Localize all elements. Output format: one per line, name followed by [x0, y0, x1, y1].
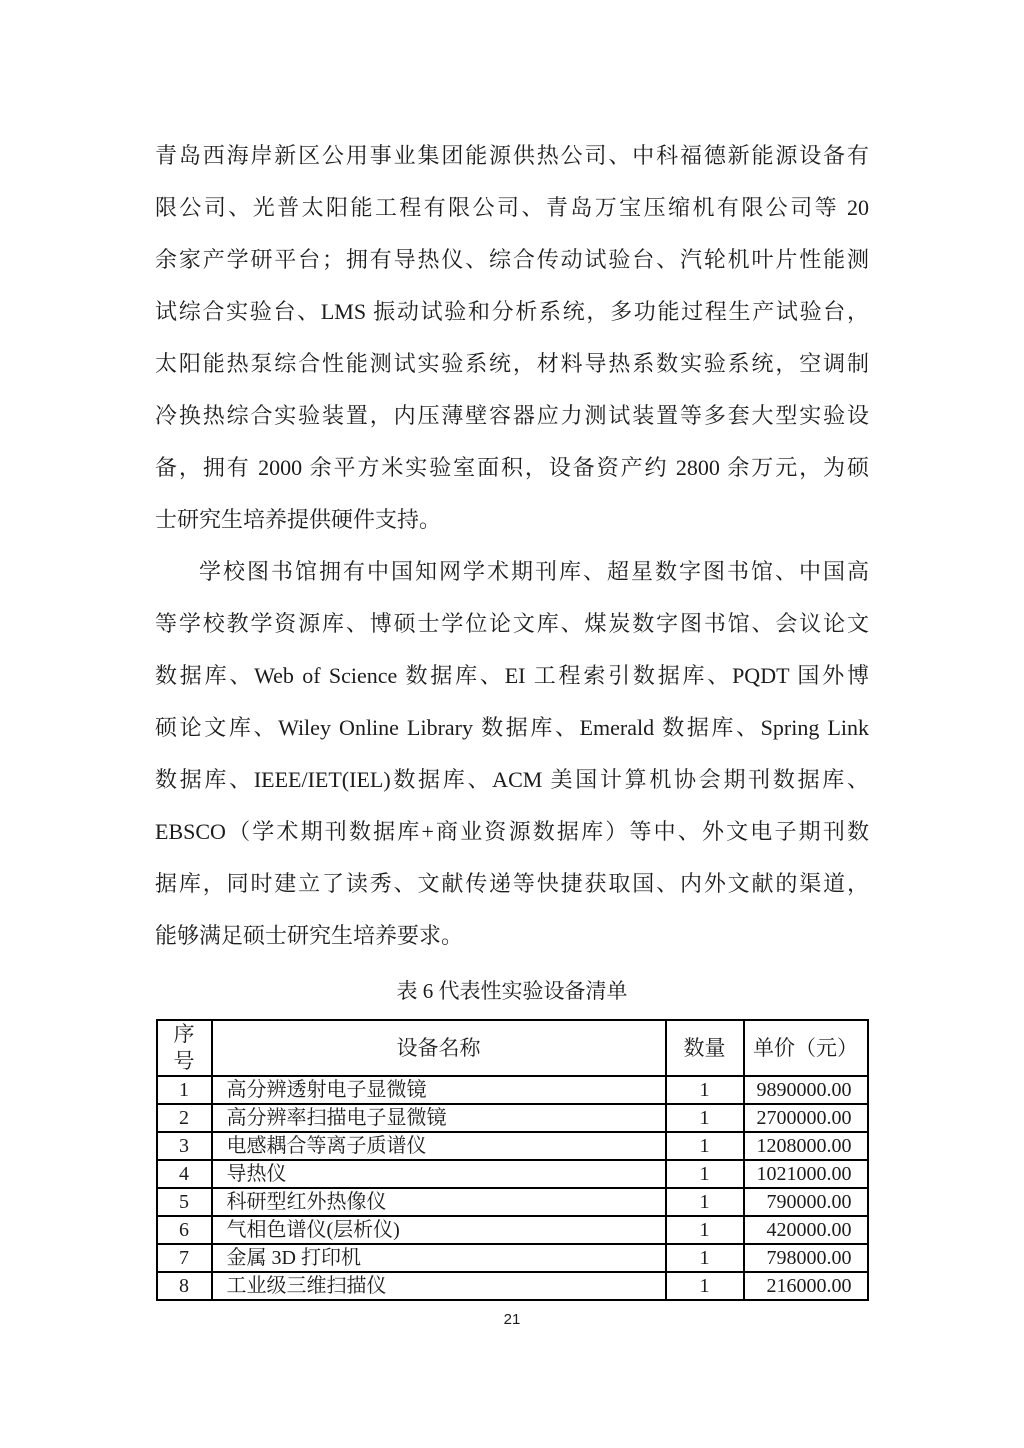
header-cell-price: 单价（元）	[744, 1020, 868, 1076]
page-content	[155, 0, 869, 1301]
qty-cell: 1	[666, 1188, 744, 1216]
price-cell: 1208000.00	[744, 1132, 868, 1160]
paragraph-line: 太阳能热泵综合性能测试实验系统，材料导热系数实验系统，空调制	[155, 351, 869, 376]
table-row	[157, 1076, 868, 1104]
paragraph-line: 余家产学研平台；拥有导热仪、综合传动试验台、汽轮机叶片性能测	[155, 247, 869, 272]
paragraph-line: 限公司、光普太阳能工程有限公司、青岛万宝压缩机有限公司等 20	[155, 195, 869, 220]
price-cell: 420000.00	[744, 1216, 868, 1244]
paragraph-line: 学校图书馆拥有中国知网学术期刊库、超星数字图书馆、中国高	[199, 559, 869, 584]
qty-cell: 1	[666, 1216, 744, 1244]
qty-cell: 1	[666, 1104, 744, 1132]
index-cell: 2	[157, 1104, 212, 1132]
price-cell: 216000.00	[744, 1272, 868, 1300]
qty-cell: 1	[666, 1160, 744, 1188]
price-cell: 790000.00	[744, 1188, 868, 1216]
body-text	[155, 130, 869, 962]
qty-cell: 1	[666, 1076, 744, 1104]
paragraph-line: EBSCO（学术期刊数据库+商业资源数据库）等中、外文电子期刊数	[155, 819, 869, 844]
header-row	[157, 1020, 868, 1076]
index-cell: 8	[157, 1272, 212, 1300]
paragraph-line: 硕论文库、Wiley Online Library 数据库、Emerald 数据库、Spring Link	[155, 715, 869, 740]
index-cell: 1	[157, 1076, 212, 1104]
index-cell: 5	[157, 1188, 212, 1216]
header-cell-qty: 数量	[666, 1020, 744, 1076]
header-cell-name: 设备名称	[212, 1020, 666, 1076]
table-row	[157, 1160, 868, 1188]
index-cell: 4	[157, 1160, 212, 1188]
price-cell: 798000.00	[744, 1244, 868, 1272]
header-cell-index: 序号	[157, 1020, 212, 1076]
paragraph-line: 数据库、IEEE/IET(IEL)数据库、ACM 美国计算机协会期刊数据库、	[155, 767, 869, 792]
table-row	[157, 1244, 868, 1272]
equipment-table-header	[157, 1020, 868, 1076]
paragraph-line: 士研究生培养提供硬件支持。	[155, 507, 442, 532]
table-row	[157, 1188, 868, 1216]
table-caption: 表 6 代表性实验设备清单	[396, 979, 628, 1003]
name-cell: 电感耦合等离子质谱仪	[212, 1132, 666, 1160]
table-row	[157, 1216, 868, 1244]
paragraph-line: 青岛西海岸新区公用事业集团能源供热公司、中科福德新能源设备有	[155, 143, 869, 168]
qty-cell: 1	[666, 1132, 744, 1160]
paragraph-line: 冷换热综合实验装置，内压薄壁容器应力测试装置等多套大型实验设	[155, 403, 869, 428]
name-cell: 高分辨率扫描电子显微镜	[212, 1104, 666, 1132]
index-cell: 6	[157, 1216, 212, 1244]
price-cell: 2700000.00	[744, 1104, 868, 1132]
price-cell: 9890000.00	[744, 1076, 868, 1104]
page-number: 21	[503, 1311, 521, 1328]
index-cell: 7	[157, 1244, 212, 1272]
paragraph-line: 数据库、Web of Science 数据库、EI 工程索引数据库、PQDT 国外博	[155, 663, 869, 688]
paragraph-line: 能够满足硕士研究生培养要求。	[155, 923, 464, 948]
name-cell: 气相色谱仪(层析仪)	[212, 1216, 666, 1244]
name-cell: 科研型红外热像仪	[212, 1188, 666, 1216]
equipment-table-body	[157, 1076, 868, 1300]
name-cell: 工业级三维扫描仪	[212, 1272, 666, 1300]
index-cell: 3	[157, 1132, 212, 1160]
paragraph-line: 等学校教学资源库、博硕士学位论文库、煤炭数字图书馆、会议论文	[155, 611, 869, 636]
qty-cell: 1	[666, 1272, 744, 1300]
name-cell: 导热仪	[212, 1160, 666, 1188]
page-footer	[0, 1311, 1024, 1329]
price-cell: 1021000.00	[744, 1160, 868, 1188]
paragraph-line: 备，拥有 2000 余平方米实验室面积，设备资产约 2800 余万元，为硕	[155, 455, 869, 480]
name-cell: 高分辨透射电子显微镜	[212, 1076, 666, 1104]
name-cell: 金属 3D 打印机	[212, 1244, 666, 1272]
equipment-table	[156, 1019, 869, 1301]
qty-cell: 1	[666, 1244, 744, 1272]
table-row	[157, 1272, 868, 1300]
paragraph-line: 据库，同时建立了读秀、文献传递等快捷获取国、内外文献的渠道，	[155, 871, 869, 896]
paragraph-line: 试综合实验台、LMS 振动试验和分析系统，多功能过程生产试验台，	[155, 299, 869, 324]
table-row	[157, 1132, 868, 1160]
table-row	[157, 1104, 868, 1132]
